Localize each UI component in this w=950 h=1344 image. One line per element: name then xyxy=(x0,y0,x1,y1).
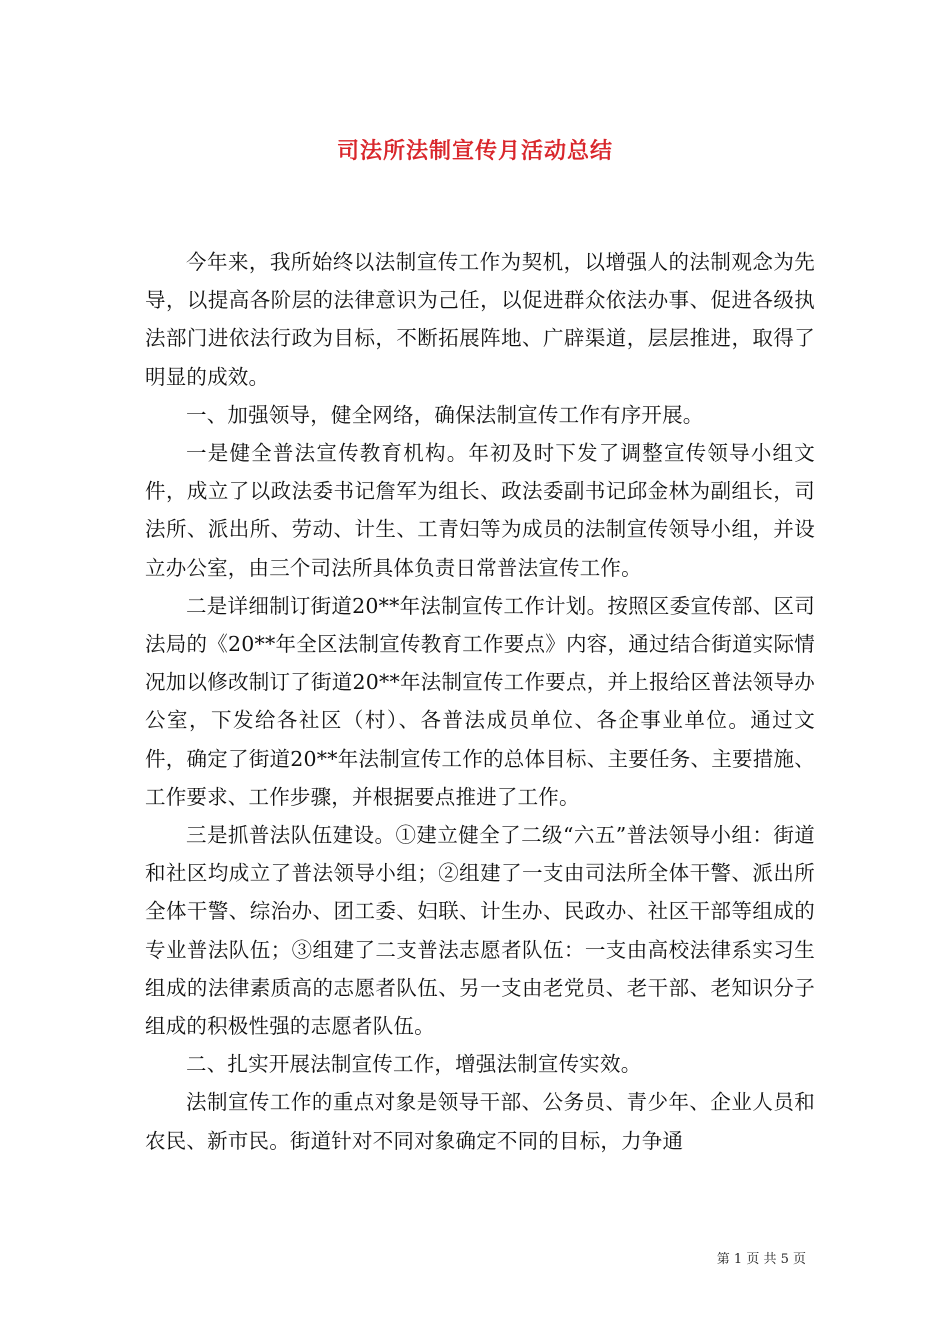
section-heading-2: 二、扎实开展法制宣传工作，增强法制宣传实效。 xyxy=(186,1052,642,1077)
paragraph-intro: 今年来，我所始终以法制宣传工作为契机，以增强人的法制观念为先导，以提高各阶层的法律意识为己任，以促进群众依法办事、促进各级执法部门进依法行政为目标，不断拓展阵地、广辟渠道，层层推进，取得了明显的成效。 xyxy=(145,250,815,389)
document-title: 司法所法制宣传月活动总结 xyxy=(336,138,613,164)
section-heading-1: 一、加强领导，健全网络，确保法制宣传工作有序开展。 xyxy=(186,402,704,427)
paragraph-item-2: 二是详细制订街道20**年法制宣传工作计划。按照区委宣传部、区司法局的《20**年全区法制宣传教育工作要点》内容，通过结合街道实际情况加以修改制订了街道20**年法制宣传工作要点，并上报给区普法领导办公室，下发给各社区（村）、各普法成员单位、各企事业单位。通过文件，确定了街道20**年法制宣传工作的总体目标、主要任务、主要措施、工作要求、工作步骤，并根据要点推进了工作。 xyxy=(145,593,815,809)
page-number-footer: 第 1 页 共 5 页 xyxy=(716,1252,806,1267)
paragraph-item-1: 一是健全普法宣传教育机构。年初及时下发了调整宣传领导小组文件，成立了以政法委书记詹军为组长、政法委副书记邱金林为副组长，司法所、派出所、劳动、计生、工青妇等为成员的法制宣传领导小组，并设立办公室，由三个司法所具体负责日常普法宣传工作。 xyxy=(145,441,815,580)
paragraph-section-2: 法制宣传工作的重点对象是领导干部、公务员、青少年、企业人员和农民、新市民。街道针对不同对象确定不同的目标，力争通 xyxy=(145,1090,815,1153)
document-body xyxy=(145,243,815,1160)
paragraph-item-3: 三是抓普法队伍建设。①建立健全了二级“六五”普法领导小组：街道和社区均成立了普法领导小组；②组建了一支由司法所全体干警、派出所全体干警、综治办、团工委、妇联、计生办、民政办、社区干部等组成的专业普法队伍；③组建了二支普法志愿者队伍：一支由高校法律系实习生组成的法律素质高的志愿者队伍、另一支由老党员、老干部、老知识分子组成的积极性强的志愿者队伍。 xyxy=(145,823,815,1039)
